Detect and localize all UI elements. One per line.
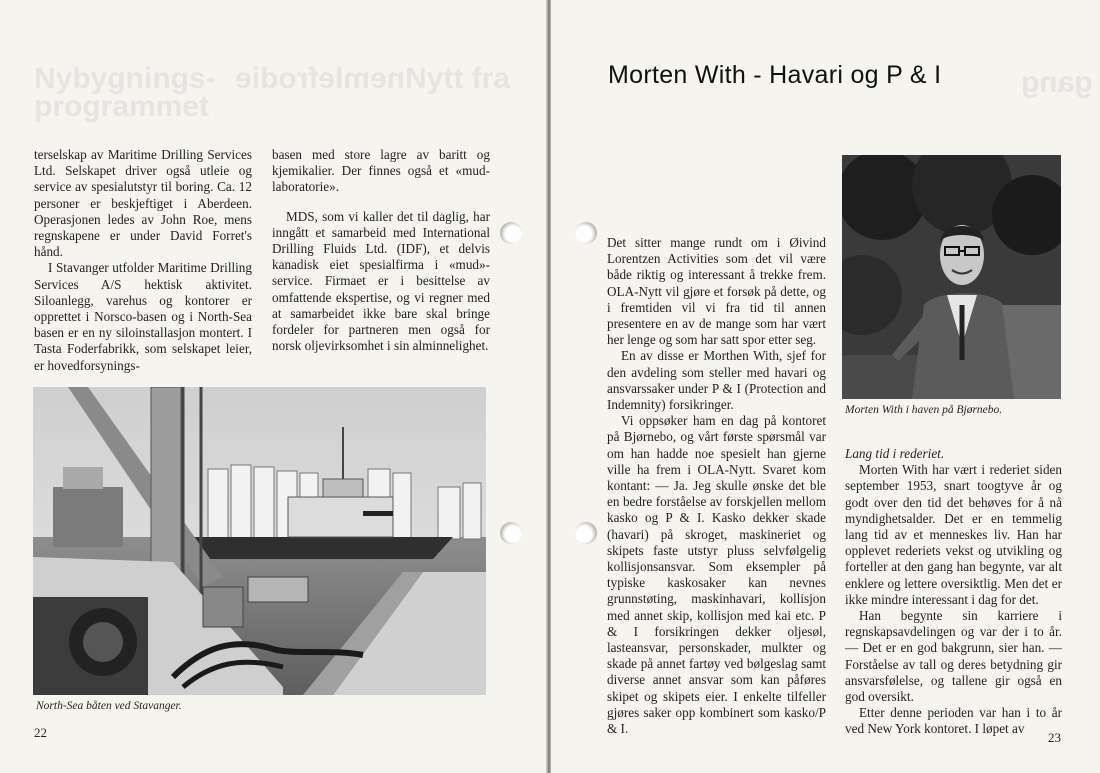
right-column-2 [845,446,1062,738]
paragraph: En av disse er Morthen With, sjef for den avdeling som steller med havari og ansvarssaker under P & I (Protection and Indemnity) forsikringer. [607,348,826,413]
portrait-photo [842,155,1061,399]
harbor-photo [33,387,486,695]
paragraph: Han begynte sin karriere i regnskapsavdelingen og var der i to år. — Det er en god bakgrunn, sier han. — Forståelse av tall og deres betydning gir ansvarsfølelse, og tallene gir også en god oversikt. [845,608,1062,705]
left-column-2 [272,147,490,354]
paragraph: I Stavanger utfolder Maritime Drilling Services A/S hektisk aktivitet. Siloanlegg, varehus og kontorer er opprettet i Norsco-basen og i North-Sea basen er en ny siloinstallasjon montert. I Tasta Foderfabrikk, som selskapet leier, er hovedforsynings- [34,260,252,373]
show-through-text: Nybygnings- [34,62,216,95]
binder-hole [500,222,522,244]
paragraph: MDS, som vi kaller det til daglig, har inngått et samarbeid med International Drilling Fluids Ltd. (IDF), et delvis kanadisk eiet spesialfirma i «mud»-service. Firmaet er i besittelse av omfattende ekspertise, og vi regner med at samarbeidet ikke bare skal bringe fordeler for partneren men også for norsk oljevirksomhet i sin alminnelighet. [272,208,490,354]
binder-hole [575,222,597,244]
harbor-illustration [33,387,486,695]
left-page [0,0,548,773]
paragraph: Morten With har vært i rederiet siden september 1953, snart toogtyve år og godt over den tid det behøves for å nå myndighetsalder. Det er en temmelig lang tid av et menneskes liv. Han har opplevet rederiets vekst og utvikling og forteller at den gang han begynte, var alt enklere og lettere oversiktlig. Men det er ikke mindre interessant i dag for det. [845,462,1062,607]
paragraph: terselskap av Maritime Drilling Services Ltd. Selskapet driver også utleie og service av spesialutstyr til boring. Ca. 12 personer er beskjeftiget i Aberdeen. Operasjonen ledes av John Roe, mens regnskapene er under David Forret's hånd. [34,147,252,260]
binder-hole [500,522,522,544]
show-through-text: Nytt fra [405,62,511,95]
paragraph: basen med store lagre av baritt og kjemikalier. Der finnes også et «mud-laboratorie». [272,147,490,195]
paragraph: Vi oppsøker ham en dag på kontoret på Bjørnebo, og vårt første spørsmål var om han hadde noe spesielt han gjerne ville ha frem i OLA-Nytt. Svaret kom kontant: — Ja. Jeg skulle ønske det ble en bedre forståelse av forskjellen mellom kasko og P & I. Kasko dekker skade (havari) på skroget, maskineriet og skipets faste utstyr pluss selvfølgelig kollisjonsansvar. Som eksempler på typiske kaskosaker kan nevnes grunnstøting, maskinhavari, kollisjon med annet skip, kollisjon med kai etc. P & I forsikringen dekker oljesøl, lasteansvar, personskader, mulkter og skade på annet fartøy ved bølgeslag samt diverse annet ansvar som kan påføres skipet og skipets eier. I enkelte tilfeller gjøres saker opp kombinert som kasko/P & I. [607,413,826,737]
portrait-illustration [842,155,1061,399]
show-through-text: programmet [34,90,210,123]
page-number: 22 [34,725,47,740]
show-through-text: gang [1021,66,1093,99]
photo-caption: North-Sea båten ved Stavanger. [36,700,182,712]
right-column-1 [607,235,826,737]
article-title: Morten With - Havari og P & I [608,61,942,89]
page-number: 23 [1048,730,1061,745]
left-column-1 [34,147,252,374]
show-through-text: nemlefrodie [235,62,406,95]
photo-caption: Morten With i haven på Bjørnebo. [845,404,1003,416]
paragraph: Etter denne perioden var han i to år ved New York kontoret. I løpet av [845,705,1062,737]
paragraph: Det sitter mange rundt om i Øivind Lorentzen Activities som det vil være både riktig og interessant å trekke frem. OLA-Nytt vil gjøre et forsøk på dette, og i fremtiden vil vi fra tid til annen presentere en av de mange som har vært her lenge og som har satt spor etter seg. [607,235,826,348]
section-subheading: Lang tid i rederiet. [845,446,945,461]
binder-hole [575,522,597,544]
